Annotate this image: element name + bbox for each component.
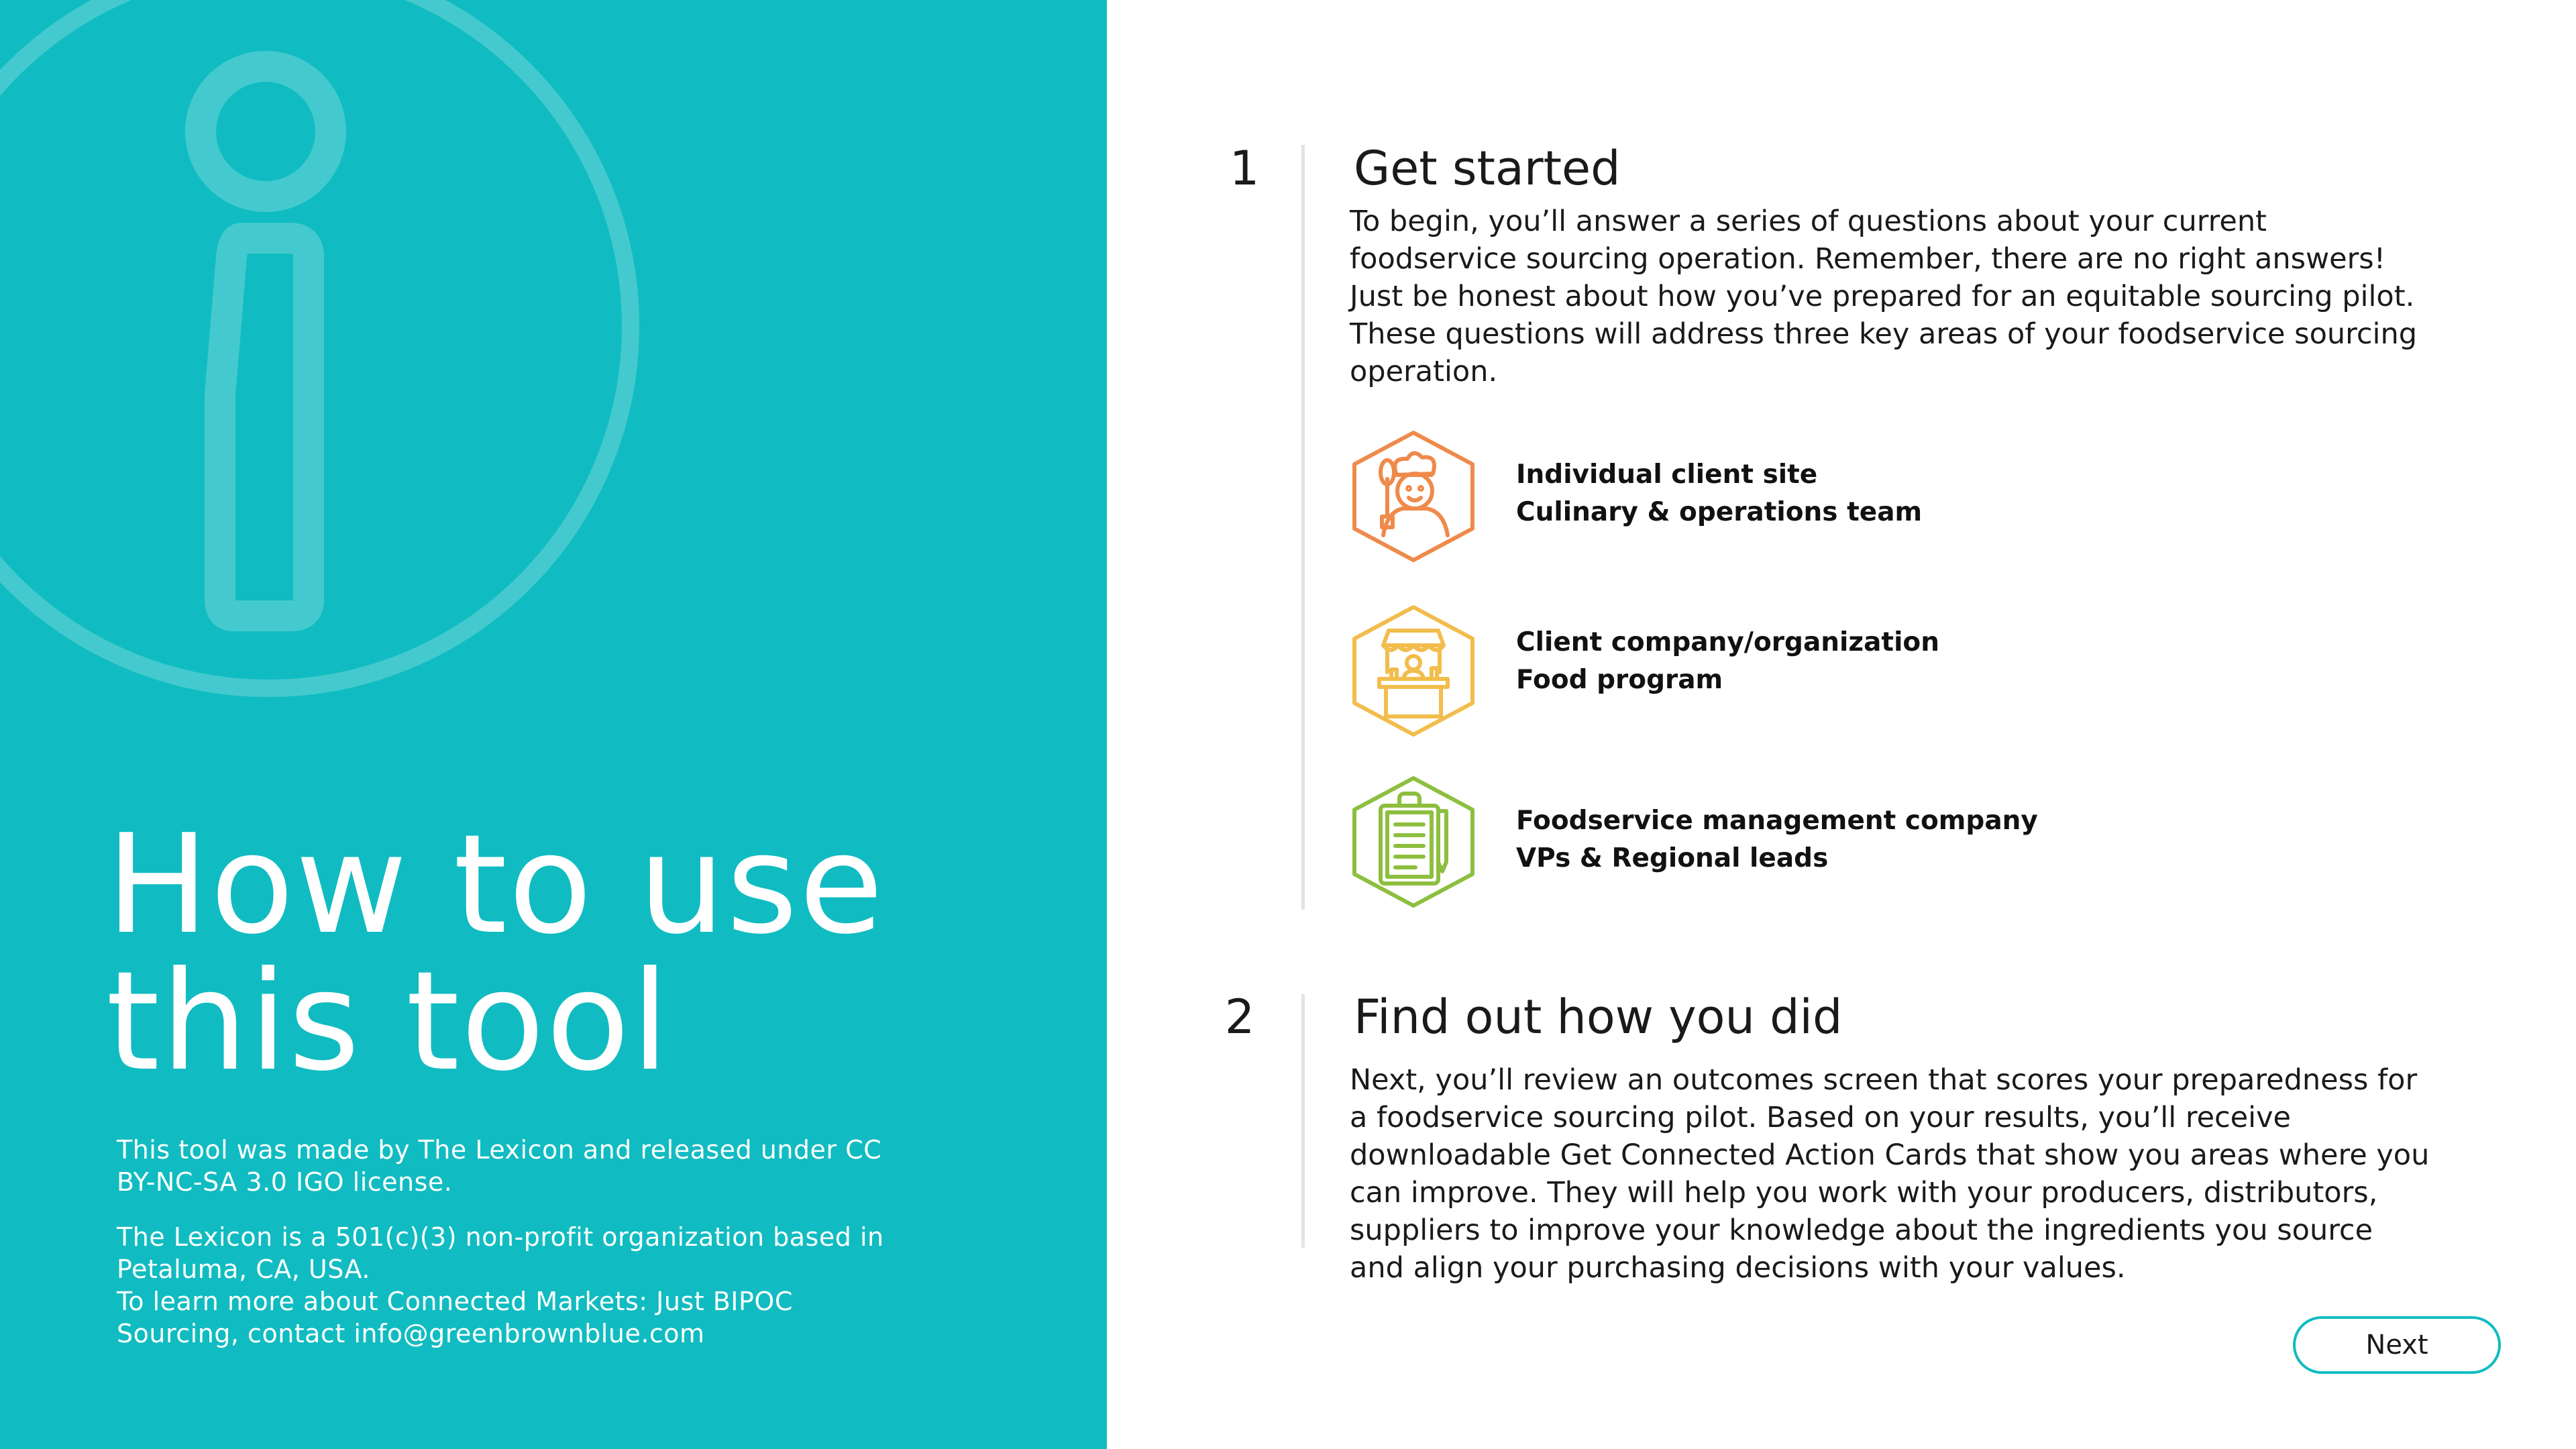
area-3-subtitle: VPs & Regional leads: [1516, 843, 1829, 873]
step-2-title: Find out how you did: [1354, 989, 1843, 1044]
page-title-line-1: How to use: [106, 806, 885, 965]
area-1-title: Individual client site: [1516, 460, 1818, 490]
step-1-divider: [1301, 145, 1305, 910]
area-1-subtitle: Culinary & operations team: [1516, 497, 1923, 527]
license-text: This tool was made by The Lexicon and released under CC BY-NC-SA 3.0 IGO license.: [117, 1135, 882, 1197]
left-panel: [0, 0, 1107, 1449]
area-3-text: [1516, 802, 2038, 877]
chef-icon: [1348, 429, 1479, 564]
credits: [117, 1134, 888, 1350]
organization-text: The Lexicon is a 501(c)(3) non-profit organization based in Petaluma, CA, USA.: [117, 1222, 884, 1284]
area-2-subtitle: Food program: [1516, 665, 1723, 695]
area-2-text: [1516, 624, 1939, 699]
step-1-title: Get started: [1354, 141, 1621, 196]
info-icon: [0, 0, 1107, 738]
page-title-line-2: this tool: [106, 943, 671, 1102]
area-1-text: [1516, 456, 1922, 531]
step-2-body: Next, you’ll review an outcomes screen that scores your preparedness for a foodservice sourcing pilot. Based on your results, you’ll receive downloadable Get Connected Action Cards that show you areas where you can improve. They will help you work with your producers, distributors, suppliers to improve your knowledge about the ingredients you source and align your purchasing decisions with your values.: [1350, 1063, 2430, 1285]
clipboard-icon: [1348, 775, 1479, 909]
step-2-number: 2: [1224, 989, 1255, 1044]
food-stand-icon: [1348, 604, 1479, 738]
next-button[interactable]: Next: [2293, 1316, 2501, 1374]
step-2-divider: [1301, 994, 1305, 1248]
area-3-title: Foodservice management company: [1516, 806, 2038, 836]
area-2-title: Client company/organization: [1516, 627, 1939, 657]
step-1-body: To begin, you’ll answer a series of questions about your current foodservice sourcing operation. Remember, there are no right answers! Just be honest about how you’ve prepared for an equitable sourcing pilot. These questions will address three key areas of your foodservice sourcing operation.: [1350, 205, 2417, 388]
step-1-number: 1: [1229, 141, 1260, 196]
contact-text: To learn more about Connected Markets: Just BIPOC Sourcing, contact info@greenbrownblue.com: [117, 1287, 793, 1348]
page-title: [106, 806, 1045, 1102]
